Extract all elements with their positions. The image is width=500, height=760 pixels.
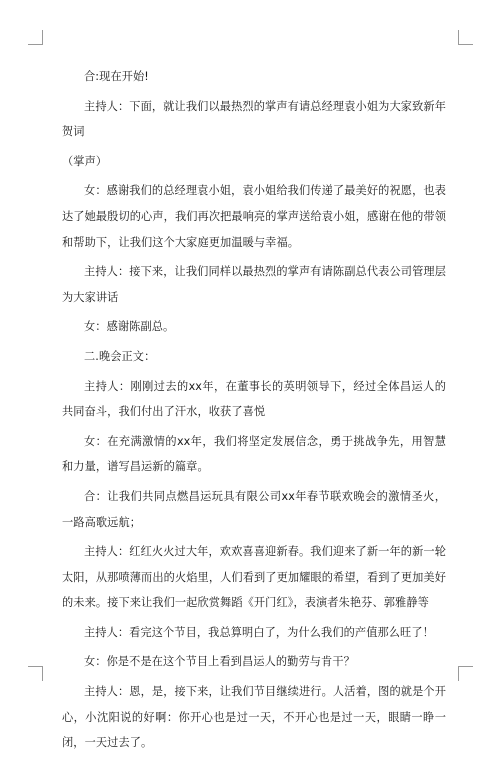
document-page [62,64,446,760]
paragraph: 女：感谢陈副总。 [84,320,175,334]
paragraph: 合：让我们共同点燃昌运玩具有限公司xx年春节联欢晚会的激情圣火，一路高歌远航； [62,489,446,529]
paragraph: 主持人：接下来，让我们同样以最热烈的掌声有请陈副总代表公司管理层为大家讲话 [62,265,446,304]
paragraph: 主持人：下面，就让我们以最热烈的掌声有请总经理袁小姐为大家致新年贺词 [62,99,446,139]
crop-mark-bottom-right [458,666,473,681]
crop-mark-top-right [458,30,473,45]
paragraph: （掌声） [62,154,108,168]
paragraph: 合:现在开始! [84,70,149,83]
paragraph: 主持人：恩，是，接下来，让我们节目继续进行。人活着，图的就是个开心，小沈阳说的好啊：你开心也是过一天，不开心也是过一天，眼睛一睁一闭，一天过去了。 [62,685,446,750]
crop-mark-bottom-left [28,666,43,681]
paragraph: 女：在充满激情的xx年，我们将坚定发展信念，勇于挑战争先，用智慧和力量，谱写昌运新的篇章。 [62,434,446,474]
crop-mark-top-left [28,30,43,45]
paragraph: 女：你是不是在这个节目上看到昌运人的勤劳与肯干？ [84,655,355,669]
paragraph: 主持人：看完这个节目，我总算明白了，为什么我们的产值那么旺了！ [84,625,434,639]
section-heading: 二.晚会正文： [84,349,156,363]
paragraph: 主持人：红红火火过大年，欢欢喜喜迎新春。我们迎来了新一年的新一轮太阳，从那喷薄而出的火焰里，人们看到了更加耀眼的希望，看到了更加美好的未来。接下来让我们一起欣赏舞蹈《开门红》，表演者朱艳芬、郭雅静等 [62,545,446,610]
paragraph: 主持人：刚刚过去的xx年，在董事长的英明领导下，经过全体昌运人的共同奋斗，我们付出了汗水，收获了喜悦 [62,379,446,419]
paragraph: 女：感谢我们的总经理袁小姐，袁小姐给我们传递了最美好的祝愿，也表达了她最殷切的心声，我们再次把最响亮的掌声送给袁小姐，感谢在他的带领和帮助下，让我们这个大家庭更加温暖与幸福。 [62,184,446,249]
